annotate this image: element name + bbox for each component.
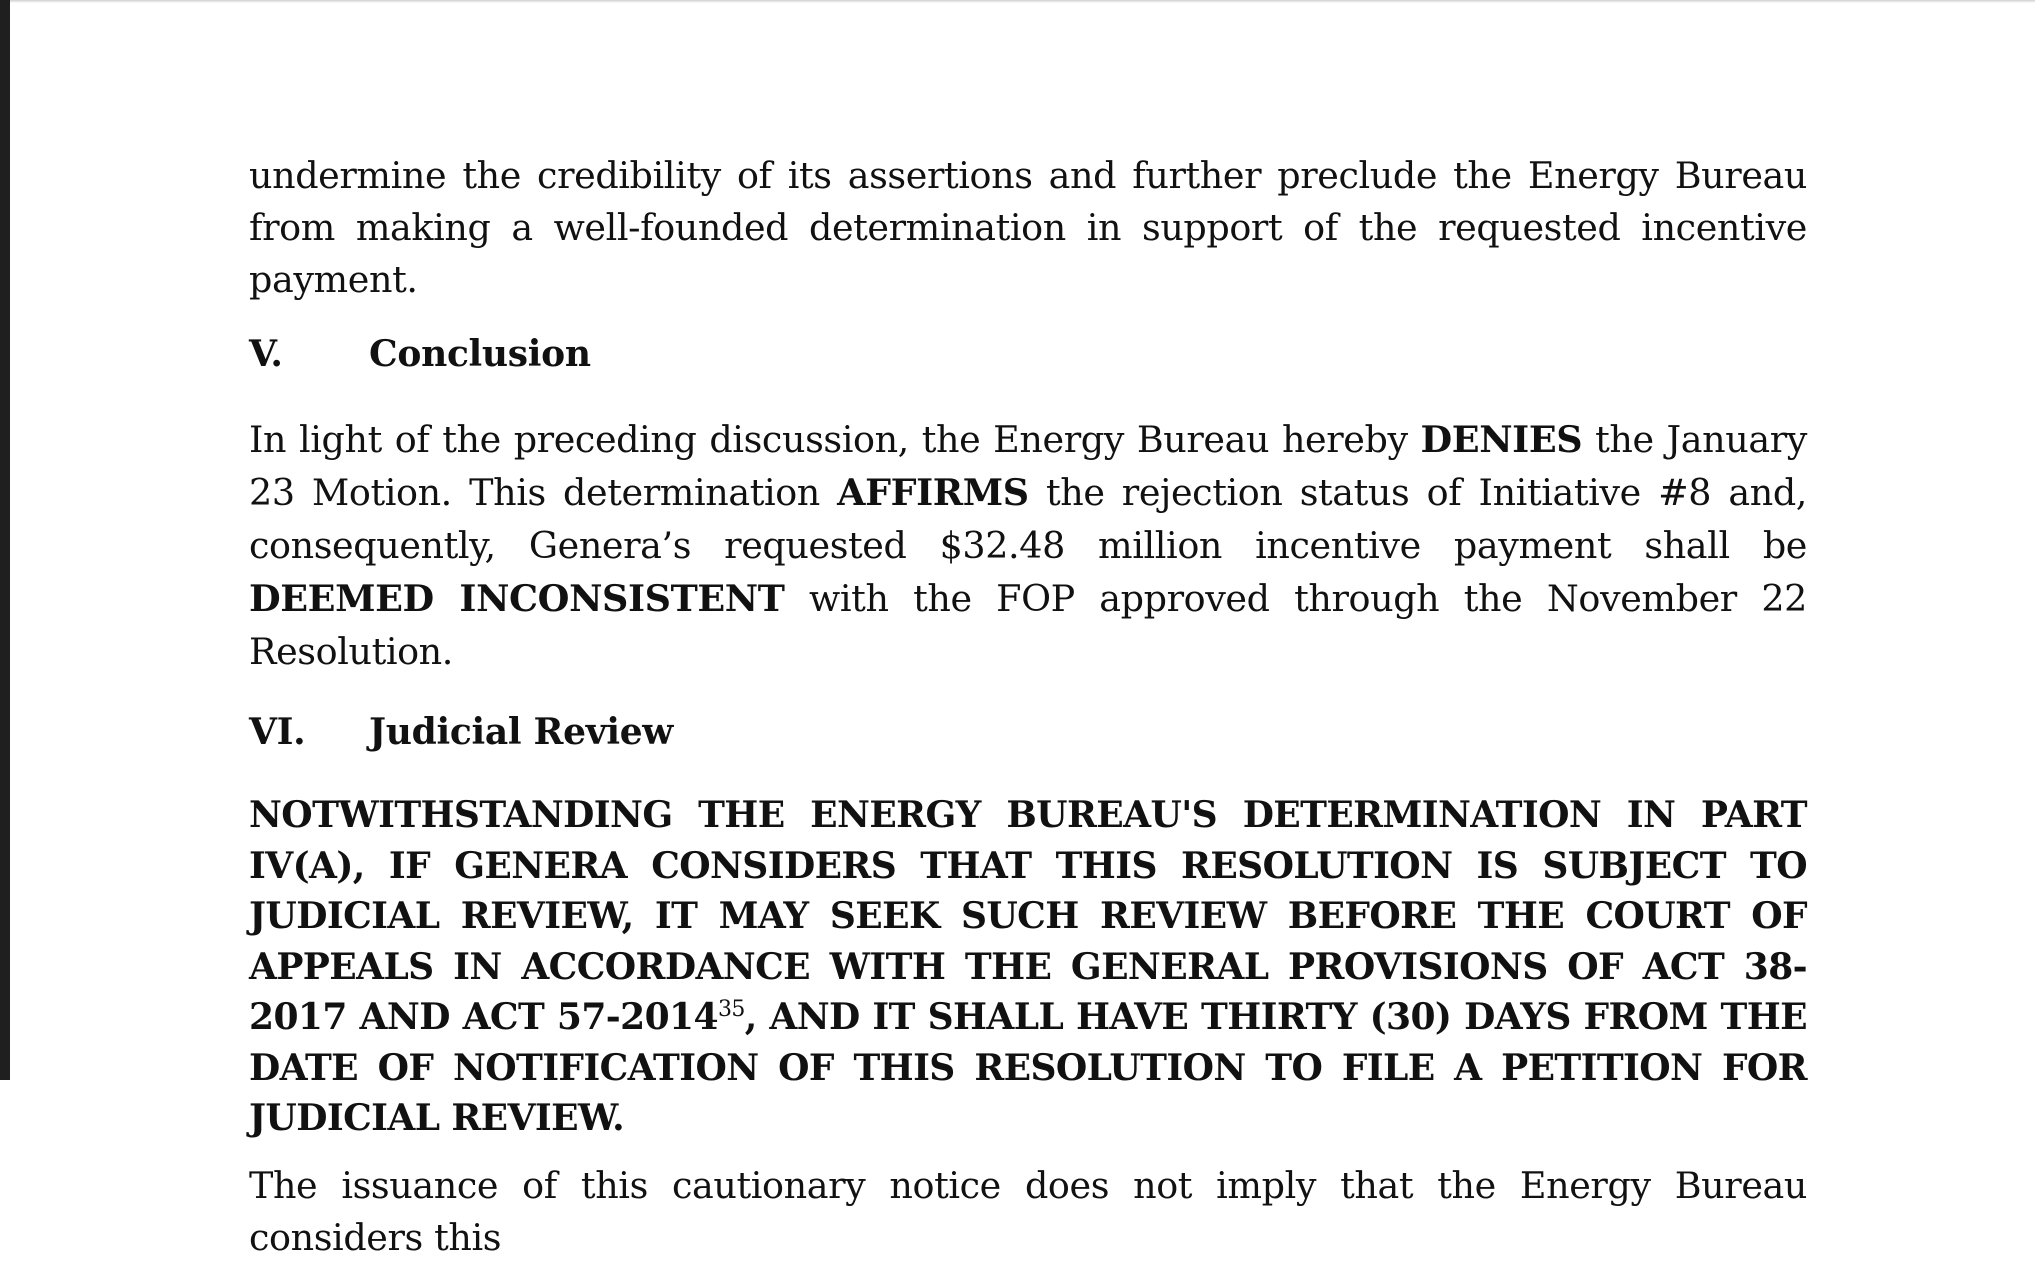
conclusion-bold-deemed-inconsistent: DEEMED INCONSISTENT xyxy=(249,577,785,620)
conclusion-bold-denies: DENIES xyxy=(1420,418,1583,461)
conclusion-text-3: the rejection status of Initiative #8 and, consequently, Genera’s requested $32.48 million incentive payment shall be xyxy=(249,471,1807,567)
conclusion-text-4: with the FOP approved through the November 22 Resolution. xyxy=(249,577,1807,673)
conclusion-text-1: In light of the preceding discussion, the Energy Bureau hereby xyxy=(249,418,1421,461)
viewer-left-edge xyxy=(0,0,10,1080)
notice-text-2: , AND IT SHALL HAVE THIRTY (30) DAYS FROM THE DATE OF NOTIFICATION OF THIS RESOLUTION TO FILE A PETITION FOR JUDICIAL REVIEW. xyxy=(249,996,1807,1139)
footnote-reference[interactable]: 35 xyxy=(717,997,745,1022)
section-vi-title: Judicial Review xyxy=(369,711,673,753)
document-page xyxy=(249,150,1807,1264)
section-v-number: V. xyxy=(249,333,283,375)
section-v-title: Conclusion xyxy=(369,333,591,375)
conclusion-bold-affirms: AFFIRMS xyxy=(837,471,1029,514)
page-top-shadow xyxy=(10,0,2035,3)
notice-text-1: NOTWITHSTANDING THE ENERGY BUREAU'S DETERMINATION IN PART IV(A), IF GENERA CONSIDERS THAT THIS RESOLUTION IS SUBJECT TO JUDICIAL REVIEW, IT MAY SEEK SUCH REVIEW BEFORE THE COURT OF APPEALS IN ACCORDANCE WITH THE GENERAL PROVISIONS OF ACT 38-2017 AND ACT 57-2014 xyxy=(249,794,1807,1038)
intro-paragraph: undermine the credibility of its assertions and further preclude the Energy Bureau from making a well-founded determination in support of the requested incentive payment. xyxy=(249,154,1807,301)
section-vi-heading xyxy=(249,706,1807,758)
trailing-paragraph: The issuance of this cautionary notice does not imply that the Energy Bureau considers this xyxy=(249,1163,1807,1259)
judicial-review-notice xyxy=(249,790,1807,1144)
conclusion-text-2: the January 23 Motion. This determination xyxy=(249,418,1807,514)
section-vi-number: VI. xyxy=(249,711,306,753)
section-v-heading xyxy=(249,328,1807,380)
conclusion-paragraph xyxy=(249,413,1807,678)
